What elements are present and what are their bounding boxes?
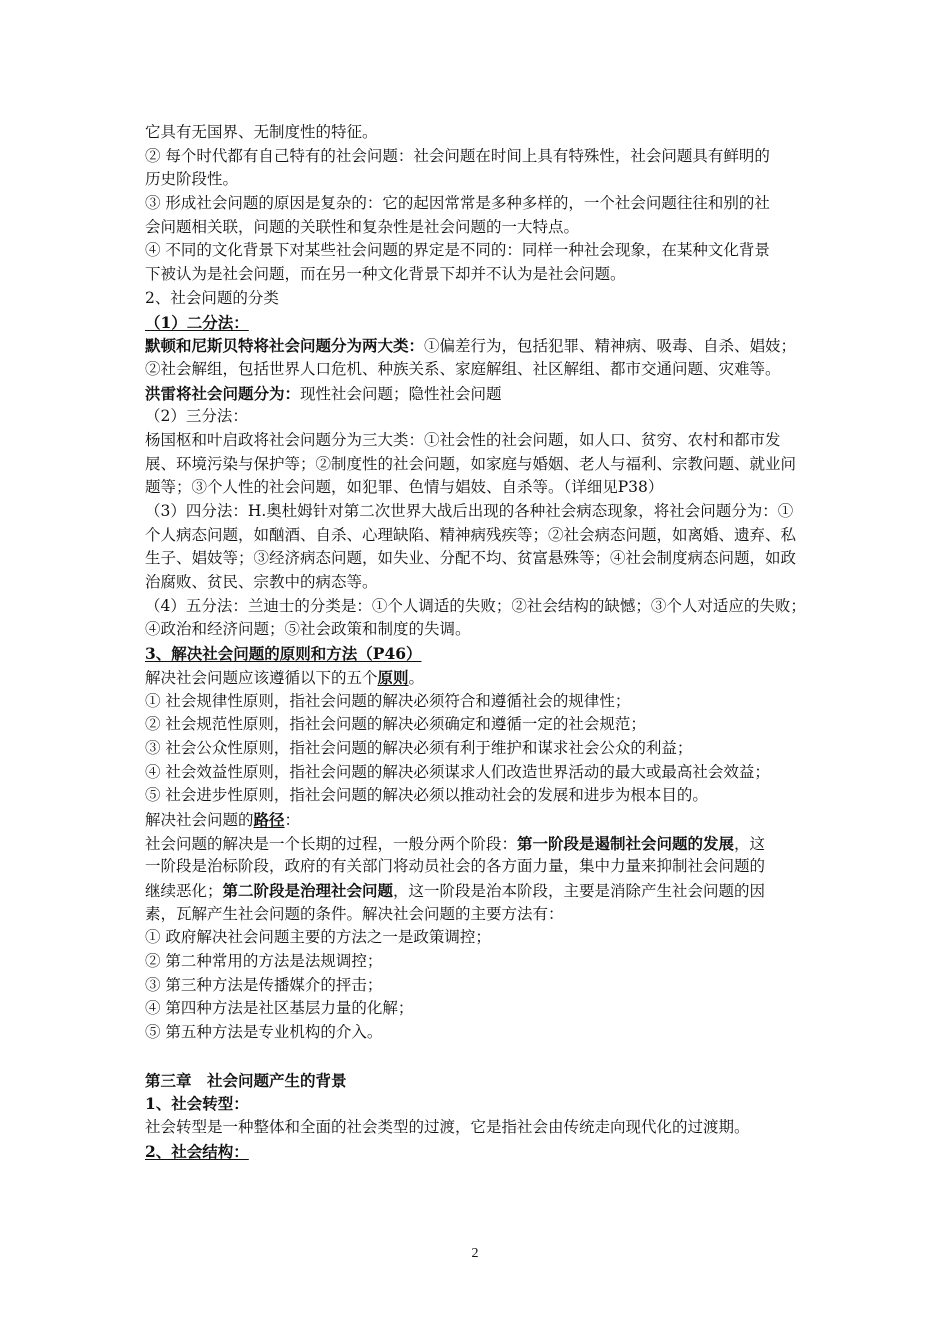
paragraph-line: （3）四分法：H.奥杜姆针对第二次世界大战后出现的各种社会病态现象，将社会问题分为：① (145, 502, 794, 520)
list-item: ⑤ 第五种方法是专业机构的介入。 (145, 1023, 383, 1042)
list-item: ④ 第四种方法是社区基层力量的化解； (145, 999, 414, 1018)
list-item: ③ 社会公众性原则，指社会问题的解决必须有利于维护和谋求社会公众的利益； (145, 738, 693, 757)
paragraph-line: 社会转型是一种整体和全面的社会类型的过渡，它是指社会由传统走向现代化的过渡期。 (145, 1117, 750, 1136)
text-run: 解决社会问题的 (145, 810, 254, 829)
section-heading: 2、社会问题的分类 (145, 288, 279, 307)
paragraph-line: 历史阶段性。 (145, 170, 239, 189)
text-run: 。 (408, 668, 425, 687)
list-item: ④ 社会效益性原则，指社会问题的解决必须谋求人们改造世界活动的最大或最高社会效益； (145, 762, 770, 781)
paragraph-line: 个人病态问题，如酗酒、自杀、心理缺陷、精神病残疾等；②社会病态问题，如离婚、遗弃、私 (145, 525, 797, 544)
paragraph-line: ②社会解组，包括世界人口危机、种族关系、家庭解组、社区解组、都市交通问题、灾难等。 (145, 359, 781, 378)
paragraph-line: 下被认为是社会问题，而在另一种文化背景下却并不认为是社会问题。 (145, 265, 626, 284)
paragraph-line: 题等；③个人性的社会问题，如犯罪、色情与娼妓、自杀等。（详细见P38） (145, 478, 664, 497)
paragraph-line (145, 808, 811, 832)
chapter-heading: 第三章 社会问题产生的背景 (145, 1070, 347, 1090)
paragraph-line: 它具有无国界、无制度性的特征。 (145, 123, 378, 141)
paragraph-line: 治腐败、贫民、宗教中的病态等。 (145, 573, 378, 592)
paragraph-line: ④ 不同的文化背景下对某些社会问题的界定是不同的：同样一种社会现象，在某种文化背景 (145, 241, 770, 260)
text-run: 社会问题的解决是一个长期的过程，一般分两个阶段： (145, 834, 518, 853)
blank-line (145, 1045, 811, 1069)
paragraph-line: ④政治和经济问题；⑤社会政策和制度的失调。 (145, 620, 471, 639)
emphasis: 第二阶段是治理社会问题 (222, 881, 394, 900)
list-item: ② 第二种常用的方法是法规调控； (145, 952, 383, 971)
section-heading: 2、社会结构： (145, 1141, 249, 1161)
page-number: 2 (471, 1246, 479, 1261)
text-run: 继续恶化； (145, 882, 223, 900)
paragraph-line: 生子、娼妓等；③经济病态问题，如失业、分配不均、贫富悬殊等；④社会制度病态问题，如政 (145, 549, 797, 568)
paragraph-line: 杨国枢和叶启政将社会问题分为三大类：①社会性的社会问题，如人口、贫穷、农村和都市发 (145, 430, 781, 449)
bold-lead: 默顿和尼斯贝特将社会问题分为两大类： (145, 336, 425, 356)
list-item: ② 社会规范性原则，指社会问题的解决必须确定和遵循一定的社会规范； (145, 715, 646, 734)
paragraph-line (145, 382, 811, 406)
paragraph-line (145, 879, 811, 903)
bold-lead: 洪雷将社会问题分为： (145, 383, 301, 403)
text-run: 解决社会问题应该遵循以下的五个 (145, 668, 378, 687)
paragraph-line: 素，瓦解产生社会问题的条件。解决社会问题的主要方法有： (145, 904, 564, 923)
text-run: ，这一阶段是治本阶段，主要是消除产生社会问题的因 (393, 882, 766, 900)
emphasis: 原则 (377, 667, 409, 687)
emphasis: 路径 (253, 809, 285, 829)
paragraph-line: 一阶段是治标阶段，政府的有关部门将动员社会的各方面力量，集中力量来抑制社会问题的 (145, 857, 766, 876)
emphasis: 第一阶段是遏制社会问题的发展 (517, 833, 735, 853)
paragraph-line (145, 666, 811, 690)
document-body (145, 121, 811, 1163)
text-run: 现性社会问题；隐性社会问题 (300, 384, 502, 403)
paragraph-line: ③ 形成社会问题的原因是复杂的：它的起因常常是多种多样的，一个社会问题往往和别的社 (145, 194, 770, 213)
subsection-heading: （1）二分法： (145, 312, 249, 332)
text-run: ，这 (734, 834, 766, 853)
subsection-heading: （2）三分法： (145, 407, 248, 426)
paragraph-line: 展、环境污染与保护等；②制度性的社会问题，如家庭与婚姻、老人与福利、宗教问题、就业问 (145, 454, 797, 473)
section-heading: 1、社会转型： (145, 1094, 249, 1114)
list-item: ① 政府解决社会问题主要的方法之一是政策调控； (145, 928, 491, 947)
list-item: ⑤ 社会进步性原则，指社会问题的解决必须以推动社会的发展和进步为根本目的。 (145, 786, 708, 805)
list-item: ③ 第三种方法是传播媒介的抨击； (145, 975, 383, 994)
list-item: ① 社会规律性原则，指社会问题的解决必须符合和遵循社会的规律性； (145, 691, 631, 710)
paragraph-line (145, 832, 811, 856)
paragraph-line: （4）五分法：兰迪士的分类是：①个人调适的失败；②社会结构的缺憾；③个人对适应的失败； (145, 596, 806, 615)
paragraph-line (145, 334, 811, 358)
text-run: ①偏差行为，包括犯罪、精神病、吸毒、自杀、娼妓； (424, 337, 797, 356)
paragraph-line: ② 每个时代都有自己特有的社会问题：社会问题在时间上具有特殊性，社会问题具有鲜明的 (145, 146, 770, 165)
text-run: ： (284, 810, 301, 829)
section-heading: 3、解决社会问题的原则和方法（P46） (145, 644, 422, 664)
paragraph-line: 会问题相关联，问题的关联性和复杂性是社会问题的一大特点。 (145, 217, 580, 236)
